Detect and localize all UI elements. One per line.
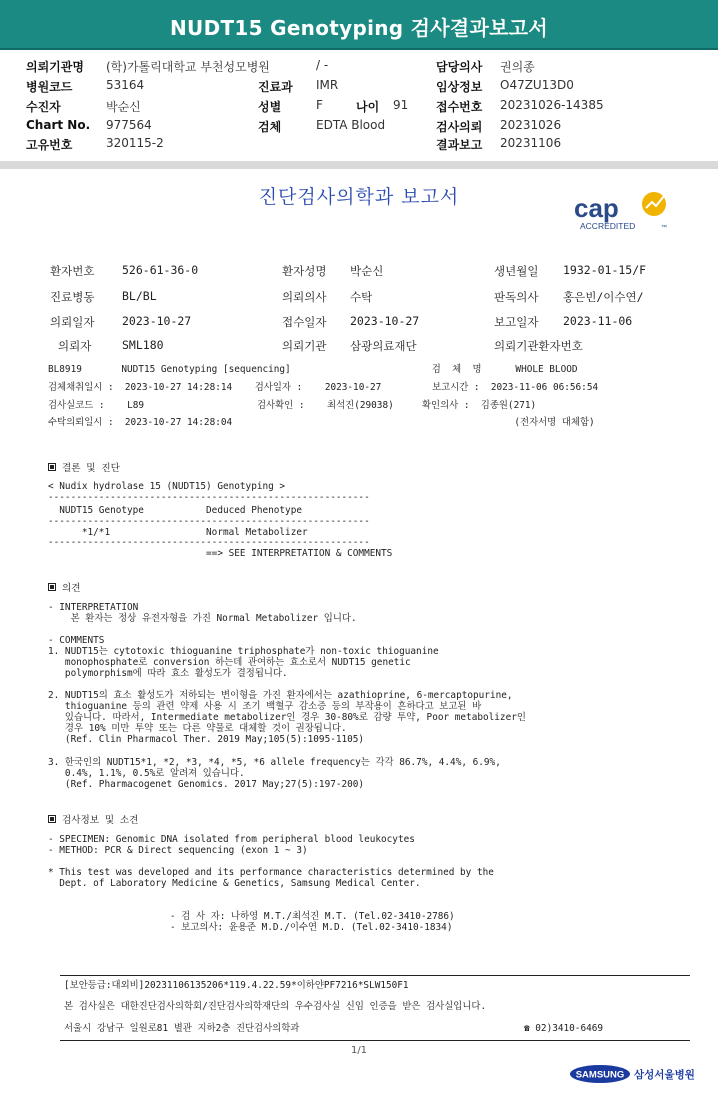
test-meta-line: 수탁의뢰일시 : 2023-10-27 14:28:04 (전자서명 대체함) — [48, 417, 595, 428]
value-receipt-number: 20231026-14385 — [500, 98, 604, 112]
opinion-line: 본 환자는 정상 유전자형을 가진 Normal Metabolizer 입니다. — [48, 613, 357, 624]
value-birth-date: 1932-01-15/F — [563, 263, 647, 277]
label-specimen: 검체 — [258, 120, 282, 134]
hospital-name: 삼성서울병원 — [634, 1069, 695, 1081]
label-test-request: 검사의뢰 — [436, 120, 483, 134]
label-unique-number: 고유번호 — [26, 138, 73, 152]
value-unique-number: 320115-2 — [106, 136, 164, 150]
result-line: ==> SEE INTERPRETATION & COMMENTS — [48, 548, 393, 559]
label-ward: 진료병동 — [50, 290, 95, 304]
value-referring-institution: (학)가톨릭대학교 부천성모병원 — [106, 60, 270, 74]
value-sex: F — [316, 98, 323, 112]
value-receipt-date: 2023-10-27 — [350, 314, 420, 328]
samsung-hospital-logo — [570, 1063, 710, 1089]
value-result-report: 20231106 — [500, 136, 562, 150]
cap-logo-mark: ™ — [661, 225, 667, 231]
certification-line: 본 검사실은 대한진단검사의학회/진단검사의학재단의 우수검사실 신임 인증을 받은 검사실입니다. — [64, 1001, 487, 1012]
samsung-logo-word: SAMSUNG — [575, 1069, 625, 1081]
label-clinical-info: 임상정보 — [436, 80, 483, 94]
info-line: Dept. of Laboratory Medicine & Genetics, Samsung Medical Center. — [48, 878, 421, 889]
value-report-date: 2023-11-06 — [563, 314, 633, 328]
opinion-line: 3. 한국인의 NUDT15*1, *2, *3, *4, *5, *6 allele frequency는 각각 86.7%, 4.4%, 6.9%, — [48, 757, 501, 768]
label-attending-physician: 담당의사 — [436, 60, 483, 74]
opinion-line: - INTERPRETATION — [48, 602, 139, 613]
value-requesting-doctor: 수탁 — [350, 290, 373, 304]
square-bullet-icon — [48, 583, 56, 591]
result-line: --------------------------------------------------------- — [48, 537, 370, 548]
value-test-request: 20231026 — [500, 118, 562, 132]
section-heading-test-info — [48, 812, 138, 826]
value-age: 91 — [393, 98, 409, 112]
label-department: 진료과 — [258, 80, 293, 94]
label-reading-doctor: 판독의사 — [494, 290, 539, 304]
value-specimen: EDTA Blood — [316, 118, 386, 132]
info-line: - SPECIMEN: Genomic DNA isolated from peripheral blood leukocytes — [48, 834, 415, 845]
value-request-date: 2023-10-27 — [122, 314, 192, 328]
signer-line: - 보고의사: 윤용준 M.D./이수연 M.D. (Tel.02-3410-1834) — [170, 922, 453, 933]
label-patient: 수진자 — [26, 100, 61, 114]
section-heading-opinion-text: 의견 — [62, 583, 81, 594]
label-birth-date: 생년월일 — [494, 264, 539, 278]
label-requester: 의뢰자 — [58, 339, 92, 353]
label-receipt-date: 접수일자 — [282, 315, 327, 329]
phone-line: ☎ 02)3410-6469 — [524, 1023, 604, 1034]
result-line: *1/*1 Normal Metabolizer — [48, 527, 308, 538]
opinion-line: thioguanine 등의 관련 약제 사용 시 조기 백혈구 감소증 등의 부작용이 흔하다고 보고된 바 — [48, 701, 482, 712]
value-requesting-institution: 삼광의료재단 — [350, 339, 417, 353]
test-meta-line: 검사실코드 : L89 검사확인 : 최석진(29038) 확인의사 : 김종원(271) — [48, 400, 537, 411]
value-hospital-code: 53164 — [106, 78, 145, 92]
report-header-title: NUDT15 Genotyping 검사결과보고서 — [169, 16, 548, 40]
opinion-line: - COMMENTS — [48, 635, 105, 646]
info-line: * This test was developed and its performance characteristics determined by the — [48, 867, 494, 878]
label-requesting-institution: 의뢰기관 — [282, 339, 327, 353]
report-header-bar — [0, 0, 718, 50]
value-requester: SML180 — [122, 338, 164, 352]
label-sex: 성별 — [258, 100, 282, 114]
result-line: --------------------------------------------------------- — [48, 492, 370, 503]
value-reading-doctor: 홍은빈/이수연/ — [563, 290, 644, 304]
section-heading-result — [48, 460, 120, 474]
opinion-line: (Ref. Pharmacogenet Genomics. 2017 May;27(5):197-200) — [48, 779, 365, 790]
label-hospital-code: 병원코드 — [26, 80, 73, 94]
security-grade-line: [보안등급:대외비]20231106135206*119.4.22.59*이하얀PF7216*SLW150F1 — [64, 980, 409, 991]
opinion-line: polymorphism에 따라 효소 활성도가 결정됩니다. — [48, 668, 288, 679]
label-referring-institution: 의뢰기관명 — [26, 60, 84, 74]
section-heading-opinion — [48, 580, 81, 594]
opinion-line: 1. NUDT15는 cytotoxic thioguanine triphosphate가 non-toxic thioguanine — [48, 646, 439, 657]
label-institution-patient-number: 의뢰기관환자번호 — [494, 339, 583, 353]
opinion-line: 0.4%, 1.1%, 0.5%로 알려져 있습니다. — [48, 768, 245, 779]
label-patient-number: 환자번호 — [50, 264, 95, 278]
label-age: 나이 — [356, 100, 380, 114]
section-heading-result-text: 결론 및 진단 — [62, 463, 120, 474]
cap-logo-sub: ACCREDITED — [580, 221, 636, 231]
label-report-date: 보고일자 — [494, 315, 539, 329]
value-department: IMR — [316, 78, 339, 92]
label-receipt-number: 접수번호 — [436, 100, 483, 114]
value-clinical-info: O47ZU13D0 — [500, 78, 574, 92]
square-bullet-icon — [48, 463, 56, 471]
footer-top-rule — [60, 975, 690, 976]
value-ward-code: BL/BL — [122, 289, 157, 303]
square-bullet-icon — [48, 815, 56, 823]
label-request-date: 의뢰일자 — [50, 315, 95, 329]
opinion-line: 경우 10% 미만 투약 또는 다른 약물로 대체할 것이 권장됩니다. — [48, 723, 347, 734]
value-patient-name: 박순신 — [350, 264, 384, 278]
opinion-line: (Ref. Clin Pharmacol Ther. 2019 May;105(5):1095-1105) — [48, 734, 365, 745]
opinion-line: 2. NUDT15의 효소 활성도가 저하되는 변이형을 가진 환자에서는 azathioprine, 6-mercaptopurine, — [48, 690, 513, 701]
signer-line: - 검 사 자: 나하영 M.T./최석진 M.T. (Tel.02-3410-2786) — [170, 911, 455, 922]
value-patient-number: 526-61-36-0 — [122, 263, 199, 277]
cap-logo-word: cap — [574, 193, 619, 223]
label-patient-name: 환자성명 — [282, 264, 327, 278]
footer-bottom-rule — [60, 1040, 690, 1041]
value-chart-no: 977564 — [106, 118, 152, 132]
page-indicator: 1/1 — [350, 1045, 368, 1056]
opinion-line: 있습니다. 따라서, Intermediate metabolizer인 경우 30-80%로 감량 투약, Poor metabolizer인 — [48, 712, 526, 723]
value-ward: / - — [316, 58, 329, 72]
section-heading-test-info-text: 검사정보 및 소견 — [62, 815, 139, 826]
test-meta-line: BL8919 NUDT15 Genotyping [sequencing] 검 체 명 WHOLE BLOOD — [48, 364, 578, 375]
label-result-report: 결과보고 — [436, 138, 483, 152]
value-patient: 박순신 — [106, 100, 141, 114]
info-line: - METHOD: PCR & Direct sequencing (exon 1 ~ 3) — [48, 845, 308, 856]
cap-accredited-logo — [572, 190, 672, 234]
label-chart-no: Chart No. — [26, 118, 91, 132]
report-title: 진단검사의학과 보고서 — [258, 186, 460, 208]
opinion-line: monophosphate로 conversion 하는데 관여하는 효소로서 NUDT15 genetic — [48, 657, 411, 668]
address-line: 서울시 강남구 일원로81 별관 지하2층 진단검사의학과 — [64, 1023, 300, 1034]
label-requesting-doctor: 의뢰의사 — [282, 290, 327, 304]
result-line: < Nudix hydrolase 15 (NUDT15) Genotyping > — [48, 481, 286, 492]
value-attending-physician: 권의종 — [500, 60, 535, 74]
result-line: --------------------------------------------------------- — [48, 516, 370, 527]
result-line: NUDT15 Genotype Deduced Phenotype — [48, 505, 302, 516]
test-meta-line: 검체채취일시 : 2023-10-27 14:28:14 검사일자 : 2023-10-27 보고시간 : 2023-11-06 06:56:54 — [48, 382, 599, 393]
section-divider — [0, 161, 718, 169]
